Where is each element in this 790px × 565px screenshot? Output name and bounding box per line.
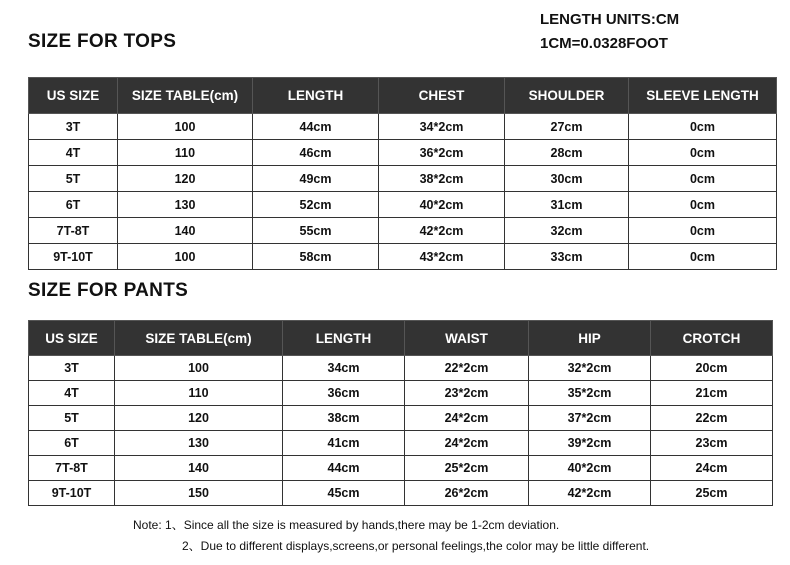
pants-us-size-cell: 5T [29,406,115,431]
tops-us-size-cell: 9T-10T [29,244,118,270]
pants-value-cell: 110 [115,381,283,406]
tops-value-cell: 120 [118,166,253,192]
pants-value-cell: 22*2cm [405,356,529,381]
tops-table-row [29,244,777,270]
pants-table-row [29,456,773,481]
pants-table-row [29,356,773,381]
pants-table-row [29,381,773,406]
pants-size-table [28,320,773,506]
pants-header-cell: LENGTH [283,321,405,356]
pants-value-cell: 25cm [651,481,773,506]
pants-us-size-cell: 6T [29,431,115,456]
tops-value-cell: 55cm [253,218,379,244]
pants-value-cell: 20cm [651,356,773,381]
tops-value-cell: 0cm [629,140,777,166]
pants-value-cell: 37*2cm [529,406,651,431]
pants-value-cell: 100 [115,356,283,381]
length-units-line: LENGTH UNITS:CM [540,11,680,28]
tops-value-cell: 46cm [253,140,379,166]
tops-value-cell: 0cm [629,114,777,140]
pants-value-cell: 42*2cm [529,481,651,506]
tops-value-cell: 34*2cm [379,114,505,140]
pants-value-cell: 32*2cm [529,356,651,381]
pants-value-cell: 45cm [283,481,405,506]
tops-us-size-cell: 6T [29,192,118,218]
tops-value-cell: 49cm [253,166,379,192]
tops-value-cell: 30cm [505,166,629,192]
tops-value-cell: 33cm [505,244,629,270]
tops-value-cell: 0cm [629,218,777,244]
tops-table-row [29,114,777,140]
tops-value-cell: 0cm [629,244,777,270]
pants-header-cell: SIZE TABLE(cm) [115,321,283,356]
pants-value-cell: 23cm [651,431,773,456]
tops-value-cell: 36*2cm [379,140,505,166]
tops-value-cell: 100 [118,114,253,140]
pants-value-cell: 140 [115,456,283,481]
tops-table-row [29,192,777,218]
pants-value-cell: 24*2cm [405,431,529,456]
pants-value-cell: 44cm [283,456,405,481]
pants-value-cell: 25*2cm [405,456,529,481]
tops-value-cell: 32cm [505,218,629,244]
tops-us-size-cell: 5T [29,166,118,192]
pants-header-cell: CROTCH [651,321,773,356]
length-units-info [540,8,679,56]
tops-value-cell: 38*2cm [379,166,505,192]
tops-value-cell: 100 [118,244,253,270]
pants-value-cell: 23*2cm [405,381,529,406]
tops-header-row [29,78,777,114]
tops-value-cell: 110 [118,140,253,166]
tops-value-cell: 58cm [253,244,379,270]
tops-size-table [28,77,777,270]
tops-title: SIZE FOR TOPS [28,31,177,52]
pants-value-cell: 34cm [283,356,405,381]
tops-value-cell: 0cm [629,166,777,192]
tops-header-cell: CHEST [379,78,505,114]
pants-value-cell: 24cm [651,456,773,481]
pants-value-cell: 39*2cm [529,431,651,456]
tops-header-cell: SLEEVE LENGTH [629,78,777,114]
pants-us-size-cell: 3T [29,356,115,381]
pants-header-row [29,321,773,356]
pants-value-cell: 36cm [283,381,405,406]
tops-value-cell: 52cm [253,192,379,218]
pants-value-cell: 41cm [283,431,405,456]
tops-header-cell: SIZE TABLE(cm) [118,78,253,114]
tops-us-size-cell: 4T [29,140,118,166]
pants-us-size-cell: 4T [29,381,115,406]
pants-table-row [29,481,773,506]
tops-value-cell: 0cm [629,192,777,218]
tops-table-row [29,218,777,244]
pants-value-cell: 26*2cm [405,481,529,506]
pants-title: SIZE FOR PANTS [28,280,189,301]
pants-header-cell: WAIST [405,321,529,356]
tops-header-cell: US SIZE [29,78,118,114]
tops-value-cell: 27cm [505,114,629,140]
pants-us-size-cell: 9T-10T [29,481,115,506]
pants-value-cell: 35*2cm [529,381,651,406]
pants-table-row [29,431,773,456]
pants-value-cell: 150 [115,481,283,506]
pants-value-cell: 24*2cm [405,406,529,431]
tops-value-cell: 31cm [505,192,629,218]
tops-us-size-cell: 7T-8T [29,218,118,244]
conversion-line: 1CM=0.0328FOOT [540,35,668,52]
tops-us-size-cell: 3T [29,114,118,140]
notes [133,515,649,557]
tops-table-row [29,166,777,192]
pants-value-cell: 120 [115,406,283,431]
tops-value-cell: 42*2cm [379,218,505,244]
note-line-2: 2、Due to different displays,screens,or personal feelings,the color may be little different. [182,539,650,553]
tops-header-cell: SHOULDER [505,78,629,114]
tops-value-cell: 130 [118,192,253,218]
tops-header-cell: LENGTH [253,78,379,114]
tops-value-cell: 43*2cm [379,244,505,270]
pants-value-cell: 130 [115,431,283,456]
tops-value-cell: 28cm [505,140,629,166]
pants-us-size-cell: 7T-8T [29,456,115,481]
pants-header-cell: US SIZE [29,321,115,356]
pants-value-cell: 38cm [283,406,405,431]
tops-value-cell: 40*2cm [379,192,505,218]
note-line-1: Note: 1、Since all the size is measured by hands,there may be 1-2cm deviation. [133,518,560,532]
tops-value-cell: 140 [118,218,253,244]
pants-header-cell: HIP [529,321,651,356]
tops-value-cell: 44cm [253,114,379,140]
pants-value-cell: 21cm [651,381,773,406]
tops-table-row [29,140,777,166]
pants-value-cell: 40*2cm [529,456,651,481]
pants-table-row [29,406,773,431]
pants-value-cell: 22cm [651,406,773,431]
